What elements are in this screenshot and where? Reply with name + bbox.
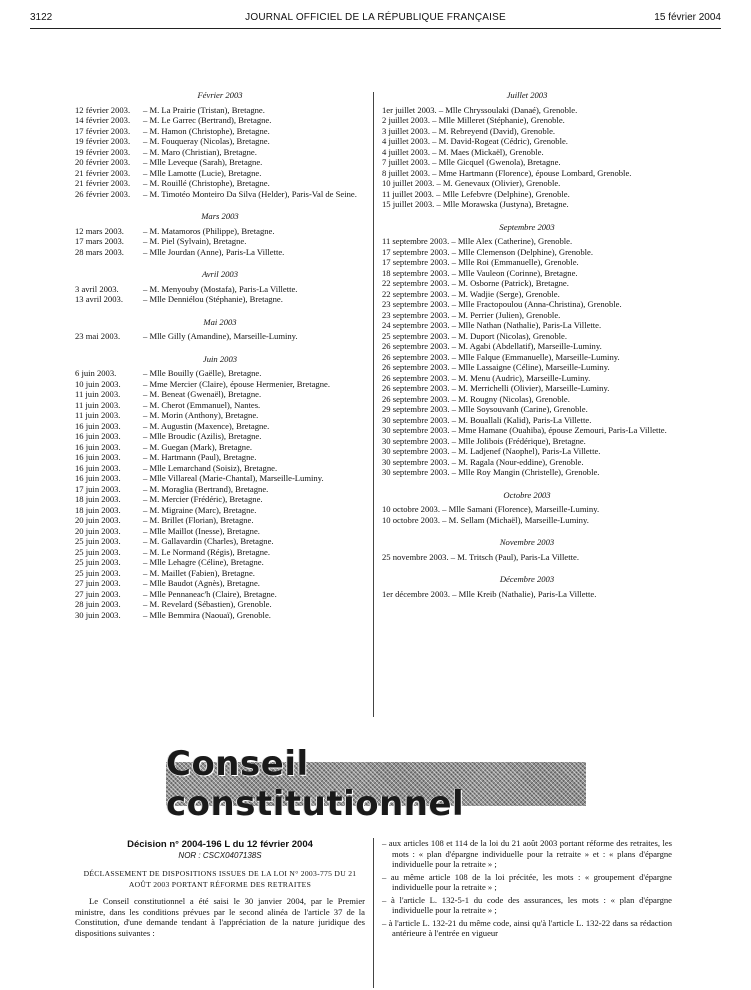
entry-name: – M. Piel (Sylvain), Bretagne. <box>143 236 247 246</box>
decision-item: – à l'article L. 132-5-1 du code des assurances, les mots : « plan d'épargne individuelle pour la retraite » ; <box>382 894 672 915</box>
entry-name: – M. Merrichelli (Olivier), Marseille-Luminy. <box>451 383 610 393</box>
list-item <box>382 289 672 300</box>
entry-name: – M. Duport (Nicolas), Grenoble. <box>451 330 567 341</box>
journal-title: JOURNAL OFFICIEL DE LA RÉPUBLIQUE FRANÇAISE <box>245 12 506 23</box>
list-item <box>75 105 365 116</box>
list-item <box>382 394 672 405</box>
entry-name: – M. Rougny (Nicolas), Grenoble. <box>451 393 570 404</box>
list-item <box>382 168 672 179</box>
entry-name: – Mlle Pennaneac'h (Claire), Bretagne. <box>143 588 277 599</box>
list-item <box>382 136 672 147</box>
list-item <box>75 578 365 589</box>
entry-date: 23 septembre 2003. <box>382 309 450 320</box>
entry-name: – Mlle Baudot (Agnès), Bretagne. <box>143 578 260 588</box>
entry-name: – M. Hartmann (Paul), Bretagne. <box>143 452 257 462</box>
list-item <box>382 299 672 310</box>
entry-name: – M. Wadjie (Serge), Grenoble. <box>451 288 560 299</box>
entry-name: – M. Sellam (Michaël), Marseille-Luminy. <box>442 514 589 525</box>
entry-date: 18 juin 2003. <box>75 504 121 515</box>
entry-name: – M. Timotéo Monteiro Da Silva (Helder), Paris-Val de Seine. <box>143 188 357 199</box>
list-item <box>75 331 365 342</box>
entry-date: 26 septembre 2003. <box>382 341 450 351</box>
entry-name: – Mlle Falque (Emmanuelle), Marseille-Luminy. <box>451 351 620 362</box>
entry-name: – M. Rouillé (Christophe), Bretagne. <box>143 178 270 188</box>
list-item <box>382 362 672 373</box>
entry-name: – M. Osborne (Patrick), Bretagne. <box>451 278 569 288</box>
entry-name: – Mme Hamane (Ouahiba), épouse Zemouri, Paris-La Villette. <box>451 425 667 435</box>
entry-name: – M. Fouqueray (Nicolas), Bretagne. <box>143 136 270 146</box>
entry-date: 13 avril 2003. <box>75 294 123 304</box>
month-heading: Avril 2003 <box>201 269 239 279</box>
list-item <box>75 157 365 168</box>
entry-name: – M. Matamoros (Philippe), Bretagne. <box>143 225 275 236</box>
list-item <box>75 452 365 463</box>
entry-date: 3 juillet 2003. <box>382 125 430 136</box>
entry-date: 17 mars 2003. <box>75 236 124 246</box>
entry-name: – M. La Prairie (Tristan), Bretagne. <box>143 104 265 115</box>
entry-name: – Mlle Jourdan (Anne), Paris-La Villette. <box>143 246 285 257</box>
month-section <box>75 317 365 342</box>
entry-name: – M. Genevaux (Olivier), Grenoble. <box>436 178 561 188</box>
list-item <box>75 247 365 258</box>
month-section <box>382 490 672 526</box>
entry-date: 25 juin 2003. <box>75 536 121 546</box>
month-section <box>75 269 365 305</box>
header-rule <box>30 28 721 29</box>
entry-date: 19 février 2003. <box>75 146 131 157</box>
entry-date: 12 mars 2003. <box>75 225 124 236</box>
entry-date: 25 juin 2003. <box>75 557 121 567</box>
list-item <box>382 467 672 478</box>
entry-date: 1er décembre 2003. <box>382 588 451 599</box>
entry-name: – M. Morin (Anthony), Bretagne. <box>143 410 259 420</box>
entry-name: – M. Migraine (Marc), Bretagne. <box>143 504 257 515</box>
month-heading: Juin 2003 <box>202 353 238 364</box>
entry-name: – Mlle Chryssoulaki (Danaé), Grenoble. <box>438 104 578 115</box>
entry-date: 30 septembre 2003. <box>382 456 450 467</box>
month-section <box>75 211 365 257</box>
entry-name: – Mlle Samani (Florence), Marseille-Luminy. <box>442 504 600 514</box>
entry-date: 28 juin 2003. <box>75 599 121 609</box>
entry-date: 20 juin 2003. <box>75 515 121 525</box>
entry-date: 26 septembre 2003. <box>382 393 450 404</box>
entry-date: 10 octobre 2003. <box>382 514 440 525</box>
list-item <box>382 457 672 468</box>
entry-name: – Mlle Soysouvanh (Carine), Grenoble. <box>451 404 588 414</box>
entry-name: – Mlle Leveque (Sarah), Bretagne. <box>143 157 263 167</box>
entry-date: 21 février 2003. <box>75 178 131 188</box>
entry-date: 19 février 2003. <box>75 136 131 146</box>
entry-date: 26 septembre 2003. <box>382 351 450 362</box>
entry-name: – M. Le Garrec (Bertrand), Bretagne. <box>143 115 272 125</box>
entry-date: 16 juin 2003. <box>75 441 121 452</box>
left-column <box>75 90 365 632</box>
list-item <box>382 425 672 436</box>
list-item <box>382 157 672 168</box>
column-divider <box>373 92 374 717</box>
entry-name: – Mme Hartmann (Florence), épouse Lombard, Grenoble. <box>432 167 632 178</box>
entry-name: – M. Revelard (Sébastien), Grenoble. <box>143 599 272 609</box>
list-item <box>382 257 672 268</box>
entry-name: – Mlle Lassaigne (Céline), Marseille-Luminy. <box>451 362 610 372</box>
entry-name: – M. Maes (Mickaël), Grenoble. <box>432 146 544 157</box>
entry-name: – M. Mercier (Frédéric), Bretagne. <box>143 494 263 504</box>
list-item <box>75 421 365 432</box>
entry-date: 26 février 2003. <box>75 188 131 199</box>
list-item <box>382 404 672 415</box>
entry-name: – M. Cherot (Emmanuel), Nantes. <box>143 399 261 410</box>
list-item <box>382 552 672 563</box>
entry-date: 30 septembre 2003. <box>382 414 450 425</box>
decision-body: Le Conseil constitutionnel a été saisi le 30 janvier 2004, par le Premier ministre, dans les conditions prévues par le second alinéa de l'article 37 de la Constitution, d'une demande tendant à l'appréciation de la nature juridique des dispositions suivantes : <box>75 896 365 938</box>
list-item <box>382 341 672 352</box>
entry-date: 27 juin 2003. <box>75 578 121 588</box>
entry-name: – Mlle Bemmira (Naouaï), Grenoble. <box>143 609 271 620</box>
entry-name: – M. Menyouby (Mostafa), Paris-La Villette. <box>143 283 298 294</box>
entry-name: – M. Ladjenef (Naophel), Paris-La Villette. <box>451 446 601 456</box>
entry-name: – Mlle Lemarchand (Soisiz), Bretagne. <box>143 462 278 473</box>
entry-name: – Mlle Gicquel (Gwenola), Bretagne. <box>432 157 561 167</box>
entry-date: 6 juin 2003. <box>75 368 117 378</box>
list-item <box>75 410 365 421</box>
list-item <box>75 536 365 547</box>
list-item <box>75 168 365 179</box>
entry-name: – Mme Mercier (Claire), épouse Hermenier, Bretagne. <box>143 378 330 389</box>
list-item <box>75 431 365 442</box>
list-item <box>382 189 672 200</box>
list-item <box>382 383 672 394</box>
list-item <box>382 105 672 116</box>
entry-date: 26 septembre 2003. <box>382 372 450 383</box>
entry-date: 26 septembre 2003. <box>382 362 450 372</box>
entry-name: – Mlle Gilly (Amandine), Marseille-Luminy. <box>143 331 298 341</box>
list-item <box>75 294 365 305</box>
decision-item: – aux articles 108 et 114 de la loi du 21 août 2003 portant réforme des retraites, les mots : « plan d'épargne individuelle pour la retraite » et : « plans d'épargne individuelle pour la retraite » ; <box>382 838 672 869</box>
entry-name: – Mlle Jolibois (Frédérique), Bretagne. <box>451 435 586 446</box>
page-number: 3122 <box>30 12 53 23</box>
entry-date: 17 février 2003. <box>75 125 131 136</box>
entry-date: 24 septembre 2003. <box>382 320 450 330</box>
month-heading: Novembre 2003 <box>499 537 555 547</box>
entry-name: – M. Agabi (Abdellatif), Marseille-Luminy. <box>451 341 602 351</box>
list-item <box>75 178 365 189</box>
entry-date: 28 mars 2003. <box>75 246 124 257</box>
list-item <box>382 320 672 331</box>
list-item <box>382 515 672 526</box>
list-item <box>382 236 672 247</box>
entry-name: – Mlle Clemenson (Delphine), Grenoble. <box>451 246 593 257</box>
entry-name: – Mlle Lamotte (Lucie), Bretagne. <box>143 167 262 178</box>
entry-date: 11 juin 2003. <box>75 389 121 399</box>
entry-date: 11 juillet 2003. <box>382 188 434 199</box>
entry-name: – M. Le Normand (Régis), Bretagne. <box>143 546 270 557</box>
entry-name: – Mlle Lefebvre (Delphine), Grenoble. <box>436 188 570 199</box>
entry-date: 23 septembre 2003. <box>382 299 450 309</box>
month-section <box>75 90 365 199</box>
list-item <box>382 504 672 515</box>
entry-date: 20 juin 2003. <box>75 525 121 536</box>
entry-name: – Mlle Roy Mangin (Christelle), Grenoble. <box>451 467 600 477</box>
entry-name: – M. Gallavardin (Charles), Bretagne. <box>143 536 274 546</box>
decision-heading: DÉCLASSEMENT DE DISPOSITIONS ISSUES DE LA LOI N° 2003-775 DU 21 AOÛT 2003 PORTANT RÉFORME DES RETRAITES <box>83 869 357 889</box>
list-item <box>75 505 365 516</box>
entry-date: 25 juin 2003. <box>75 546 121 557</box>
entry-name: – M. Bouallali (Kalid), Paris-La Villette. <box>451 414 592 425</box>
entry-name: – M. Beneat (Gwenaël), Bretagne. <box>143 389 262 399</box>
entry-date: 1er juillet 2003. <box>382 104 437 115</box>
entry-date: 30 septembre 2003. <box>382 467 450 477</box>
list-item <box>75 379 365 390</box>
entry-date: 21 février 2003. <box>75 167 131 178</box>
list-item <box>75 526 365 537</box>
entry-date: 25 septembre 2003. <box>382 330 450 341</box>
entry-name: – Mlle Villareal (Marie-Chantal), Marseille-Luminy. <box>143 473 324 483</box>
entry-date: 23 mai 2003. <box>75 331 121 341</box>
decision-title: Décision n° 2004-196 L du 12 février 2004 <box>127 839 313 850</box>
list-item <box>382 415 672 426</box>
entry-date: 10 octobre 2003. <box>382 504 440 514</box>
entry-name: – Mlle Denniélou (Stéphanie), Bretagne. <box>143 294 283 304</box>
list-item <box>75 515 365 526</box>
entry-date: 3 avril 2003. <box>75 283 119 294</box>
list-item <box>75 463 365 474</box>
list-item <box>382 446 672 457</box>
entry-name: – Mlle Morawska (Justyna), Bretagne. <box>436 199 569 209</box>
entry-name: – M. Perrier (Julien), Grenoble. <box>451 309 561 320</box>
month-section <box>382 222 672 478</box>
list-item <box>75 389 365 400</box>
entry-date: 25 juin 2003. <box>75 567 121 578</box>
decision-nor: NOR : CSCX0407138S <box>178 850 262 860</box>
list-item <box>75 494 365 505</box>
entry-name: – Mlle Vauleon (Corinne), Bretagne. <box>451 267 578 278</box>
list-item <box>382 352 672 363</box>
list-item <box>382 589 672 600</box>
entry-name: – M. Hamon (Christophe), Bretagne. <box>143 125 270 136</box>
entry-date: 10 juillet 2003. <box>382 178 435 188</box>
month-section <box>382 537 672 562</box>
list-item <box>75 568 365 579</box>
list-item <box>75 115 365 126</box>
entry-date: 30 septembre 2003. <box>382 435 450 446</box>
entry-name: – M. Moraglia (Bertrand), Bretagne. <box>143 483 269 494</box>
entry-date: 17 septembre 2003. <box>382 257 450 267</box>
list-item <box>75 189 365 200</box>
entry-date: 4 juillet 2003. <box>382 146 430 157</box>
entry-date: 11 septembre 2003. <box>382 236 450 246</box>
entry-date: 17 juin 2003. <box>75 483 121 494</box>
month-section <box>382 90 672 210</box>
banner-title: Conseil constitutionnel <box>166 744 465 824</box>
entry-date: 29 septembre 2003. <box>382 404 450 414</box>
entry-date: 11 juin 2003. <box>75 399 121 410</box>
entry-name: – M. David-Rogeat (Cédric), Grenoble. <box>432 136 568 146</box>
entry-date: 16 juin 2003. <box>75 420 121 431</box>
list-item <box>75 557 365 568</box>
decision-column-divider <box>373 838 374 988</box>
list-item <box>75 284 365 295</box>
list-item <box>382 331 672 342</box>
list-item <box>75 442 365 453</box>
month-heading: Mars 2003 <box>201 211 239 221</box>
list-item <box>382 199 672 210</box>
list-item <box>382 178 672 189</box>
entry-date: 16 juin 2003. <box>75 431 121 441</box>
list-item <box>75 473 365 484</box>
month-heading: Février 2003 <box>197 90 243 100</box>
list-item <box>382 115 672 126</box>
entry-name: – Mlle Alex (Catherine), Grenoble. <box>451 236 573 246</box>
entry-name: – M. Ragala (Nour-eddine), Grenoble. <box>451 456 584 467</box>
entry-date: 7 juillet 2003. <box>382 157 430 167</box>
entry-date: 15 juillet 2003. <box>382 199 435 209</box>
month-heading: Mai 2003 <box>203 316 237 327</box>
entry-name: – M. Augustin (Maxence), Bretagne. <box>143 420 270 431</box>
list-item <box>75 599 365 610</box>
entry-name: – Mlle Fractopoulou (Anna-Christina), Grenoble. <box>451 299 622 309</box>
entry-name: – Mlle Nathan (Nathalie), Paris-La Villette. <box>451 320 602 330</box>
entry-date: 2 juillet 2003. <box>382 115 430 125</box>
list-item <box>382 436 672 447</box>
entry-date: 8 juillet 2003. <box>382 167 430 178</box>
entry-date: 18 septembre 2003. <box>382 267 450 278</box>
list-item <box>75 136 365 147</box>
entry-name: – M. Brillet (Florian), Bretagne. <box>143 515 254 525</box>
entry-date: 30 septembre 2003. <box>382 425 450 435</box>
entry-date: 26 septembre 2003. <box>382 383 450 393</box>
entry-date: 16 juin 2003. <box>75 462 121 473</box>
list-item <box>382 278 672 289</box>
entry-date: 10 juin 2003. <box>75 378 121 389</box>
entry-name: – M. Maro (Christian), Bretagne. <box>143 146 257 157</box>
page-header <box>30 12 721 32</box>
entry-date: 25 novembre 2003. <box>382 551 449 562</box>
entry-date: 18 juin 2003. <box>75 494 121 504</box>
entry-name: – M. Maillet (Fabien), Bretagne. <box>143 567 255 578</box>
entry-name: – M. Rebreyend (David), Grenoble. <box>432 125 556 136</box>
list-item <box>75 147 365 158</box>
list-item <box>382 310 672 321</box>
list-item <box>75 547 365 558</box>
entry-date: 11 juin 2003. <box>75 410 121 420</box>
entry-name: – M. Guegan (Mark), Bretagne. <box>143 441 253 452</box>
entry-date: 12 février 2003. <box>75 104 131 115</box>
decision-item: – à l'article L. 132-21 du même code, ainsi qu'à l'article L. 132-22 dans sa rédaction antérieure à l'entrée en vigueur <box>382 917 672 938</box>
list-item <box>382 373 672 384</box>
month-section <box>382 574 672 599</box>
list-item <box>75 589 365 600</box>
month-heading: Décembre 2003 <box>499 574 555 584</box>
entry-name: – Mlle Maillot (Inesse), Bretagne. <box>143 525 260 536</box>
list-item <box>382 126 672 137</box>
list-item <box>75 226 365 237</box>
month-section <box>75 354 365 621</box>
month-heading: Octobre 2003 <box>503 489 551 500</box>
entry-name: – Mlle Broudic (Azilis), Bretagne. <box>143 431 262 441</box>
list-item <box>382 268 672 279</box>
issue-date: 15 février 2004 <box>654 12 721 23</box>
entry-name: – Mlle Roi (Emmanuelle), Grenoble. <box>451 257 579 267</box>
list-item <box>75 400 365 411</box>
month-heading: Juillet 2003 <box>506 90 548 100</box>
entry-date: 22 septembre 2003. <box>382 288 450 299</box>
list-item <box>75 484 365 495</box>
decision-item: – au même article 108 de la loi précitée, les mots : « groupement d'épargne individuelle pour la retraite » ; <box>382 871 672 892</box>
entry-date: 16 juin 2003. <box>75 473 121 483</box>
month-heading: Septembre 2003 <box>499 221 555 232</box>
entry-date: 22 septembre 2003. <box>382 278 450 288</box>
entry-date: 17 septembre 2003. <box>382 246 450 257</box>
entry-name: – Mlle Bouilly (Gaëlle), Bretagne. <box>143 368 262 378</box>
entry-date: 30 juin 2003. <box>75 609 121 620</box>
list-item <box>75 126 365 137</box>
section-banner <box>166 744 586 824</box>
entry-date: 14 février 2003. <box>75 115 131 125</box>
list-item <box>382 147 672 158</box>
entry-name: – Mlle Milleret (Stéphanie), Grenoble. <box>432 115 565 125</box>
entry-date: 20 février 2003. <box>75 157 131 167</box>
list-item <box>75 236 365 247</box>
entry-name: – Mlle Kreib (Nathalie), Paris-La Villette. <box>452 588 597 599</box>
list-item <box>75 368 365 379</box>
entry-name: – Mlle Lehagre (Céline), Bretagne. <box>143 557 264 567</box>
entry-name: – M. Tritsch (Paul), Paris-La Villette. <box>450 551 579 562</box>
decision-intro <box>75 840 365 938</box>
entry-date: 30 septembre 2003. <box>382 446 450 456</box>
entry-date: 4 juillet 2003. <box>382 136 430 146</box>
decision-items <box>382 838 672 941</box>
entry-date: 16 juin 2003. <box>75 452 121 462</box>
list-item <box>382 247 672 258</box>
entry-date: 27 juin 2003. <box>75 588 121 599</box>
right-column <box>382 90 672 611</box>
list-item <box>75 610 365 621</box>
entry-name: – M. Menu (Audric), Marseille-Luminy. <box>451 372 591 383</box>
